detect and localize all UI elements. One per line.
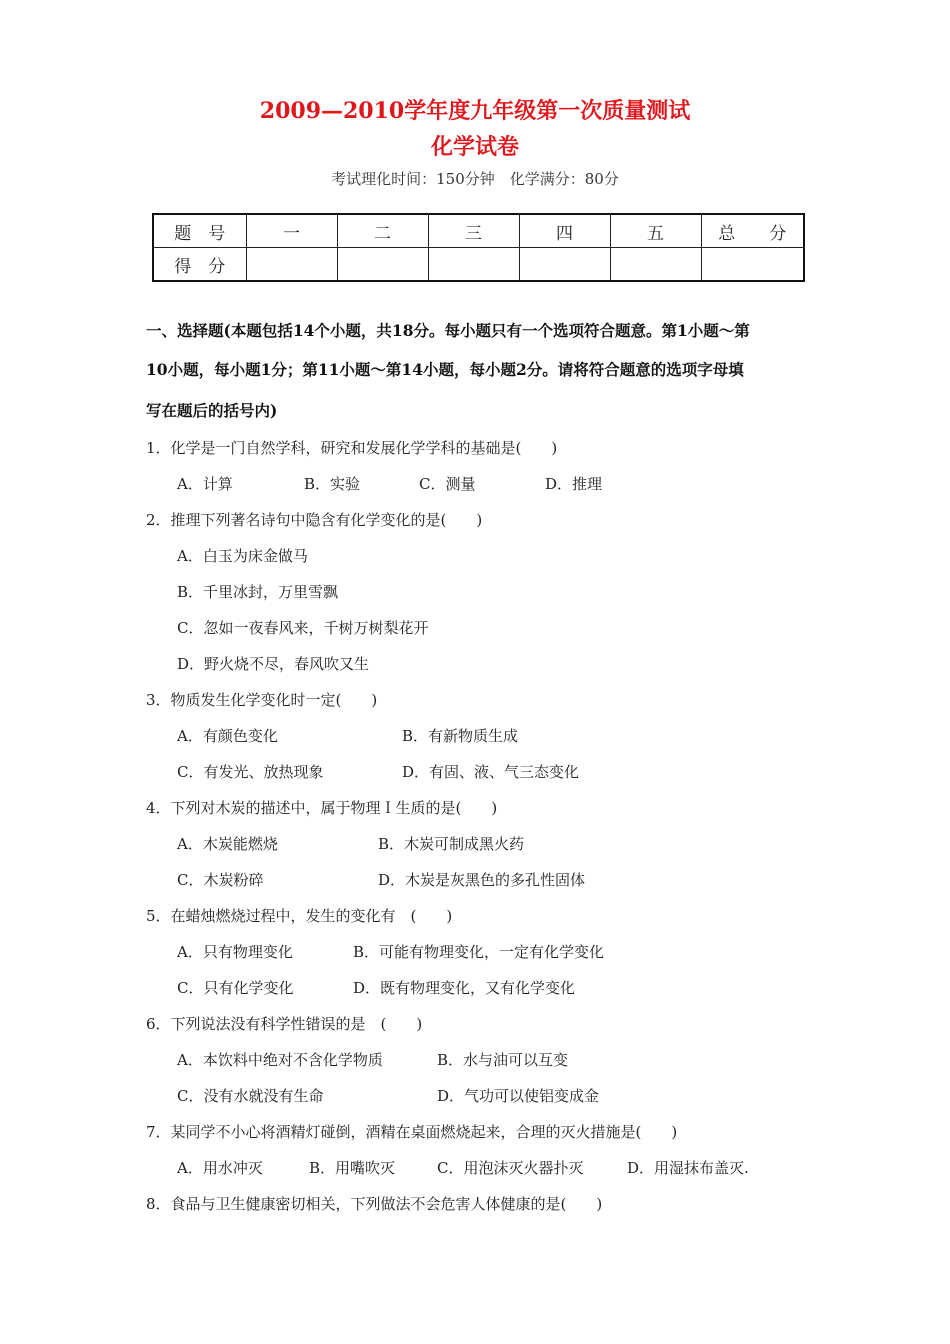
- question-stem: 3．物质发生化学变化时一定( ): [146, 691, 378, 709]
- option: D．推理: [545, 475, 603, 493]
- option: D．用湿抹布盖灭.: [627, 1159, 749, 1177]
- exam-info: 考试理化时间：150分钟 化学满分：80分: [331, 170, 619, 188]
- option: C．测量: [419, 475, 476, 493]
- question-stem: 8．食品与卫生健康密切相关，下列做法不会危害人体健康的是( ): [146, 1195, 603, 1213]
- score-header-cell: 四: [519, 214, 610, 248]
- question-stem: 7．某同学不小心将酒精灯碰倒，酒精在桌面燃烧起来，合理的灭火措施是( ): [146, 1123, 678, 1141]
- question-stem: 5．在蜡烛燃烧过程中，发生的变化有 ( ): [146, 907, 453, 925]
- section-intro-line: 10小题，每小题1分；第11小题～第14小题，每小题2分。请将符合题意的选项字母填: [146, 360, 744, 379]
- option: A．用水冲灭: [177, 1159, 263, 1177]
- option: D．有固、液、气三态变化: [402, 763, 580, 781]
- option: B．木炭可制成黑火药: [378, 835, 525, 853]
- option: D．木炭是灰黑色的多孔性固体: [378, 871, 586, 889]
- option: A．本饮料中绝对不含化学物质: [177, 1051, 383, 1069]
- score-row-label: 得 分: [153, 248, 246, 282]
- score-header-total: 总 分: [701, 214, 804, 248]
- question-stem: 4．下列对木炭的描述中，属于物理Ｉ生质的是( ): [146, 799, 498, 817]
- score-header-cell: 三: [428, 214, 519, 248]
- score-table-score-row: [153, 248, 804, 282]
- option: C．忽如一夜春风来，千树万树梨花开: [177, 619, 429, 637]
- score-cell[interactable]: [610, 248, 701, 282]
- score-cell[interactable]: [519, 248, 610, 282]
- option: D．气功可以使铝变成金: [437, 1087, 600, 1105]
- score-table-header-row: [153, 214, 804, 248]
- score-header-label: 题 号: [153, 214, 246, 248]
- exam-title: 2009—2010学年度九年级第一次质量测试: [259, 98, 691, 124]
- option: C．有发光、放热现象: [177, 763, 324, 781]
- option: A．计算: [177, 475, 233, 493]
- score-cell-total[interactable]: [701, 248, 804, 282]
- question-stem: 1．化学是一门自然学科，研究和发展化学学科的基础是( ): [146, 439, 558, 457]
- option: C．用泡沫灭火器扑灭: [437, 1159, 584, 1177]
- score-table: [152, 213, 805, 282]
- option: C．只有化学变化: [177, 979, 294, 997]
- section-intro-line: 写在题后的括号内): [146, 401, 278, 420]
- score-header-cell: 一: [246, 214, 337, 248]
- option: B．可能有物理变化，一定有化学变化: [353, 943, 605, 961]
- option: A．木炭能燃烧: [177, 835, 278, 853]
- option: C．木炭粉碎: [177, 871, 264, 889]
- option: B．实验: [304, 475, 361, 493]
- option: D．既有物理变化，又有化学变化: [353, 979, 576, 997]
- section-intro-line: 一、选择题(本题包括14个小题，共18分。每小题只有一个选项符合题意。第1小题～第: [146, 321, 750, 340]
- question-stem: 2．推理下列著名诗句中隐含有化学变化的是( ): [146, 511, 483, 529]
- option: B．用嘴吹灭: [309, 1159, 396, 1177]
- score-header-cell: 二: [337, 214, 428, 248]
- option: A．有颜色变化: [177, 727, 278, 745]
- score-cell[interactable]: [337, 248, 428, 282]
- option: B．水与油可以互变: [437, 1051, 569, 1069]
- option: A．白玉为床金做马: [177, 547, 308, 565]
- option: A．只有物理变化: [177, 943, 293, 961]
- option: C．没有水就没有生命: [177, 1087, 324, 1105]
- option: D．野火烧不尽，春风吹又生: [177, 655, 370, 673]
- score-cell[interactable]: [428, 248, 519, 282]
- question-stem: 6．下列说法没有科学性错误的是 ( ): [146, 1015, 423, 1033]
- option: B．有新物质生成: [402, 727, 519, 745]
- score-cell[interactable]: [246, 248, 337, 282]
- option: B．千里冰封，万里雪飘: [177, 583, 339, 601]
- score-header-cell: 五: [610, 214, 701, 248]
- exam-subject-title: 化学试卷: [430, 134, 519, 160]
